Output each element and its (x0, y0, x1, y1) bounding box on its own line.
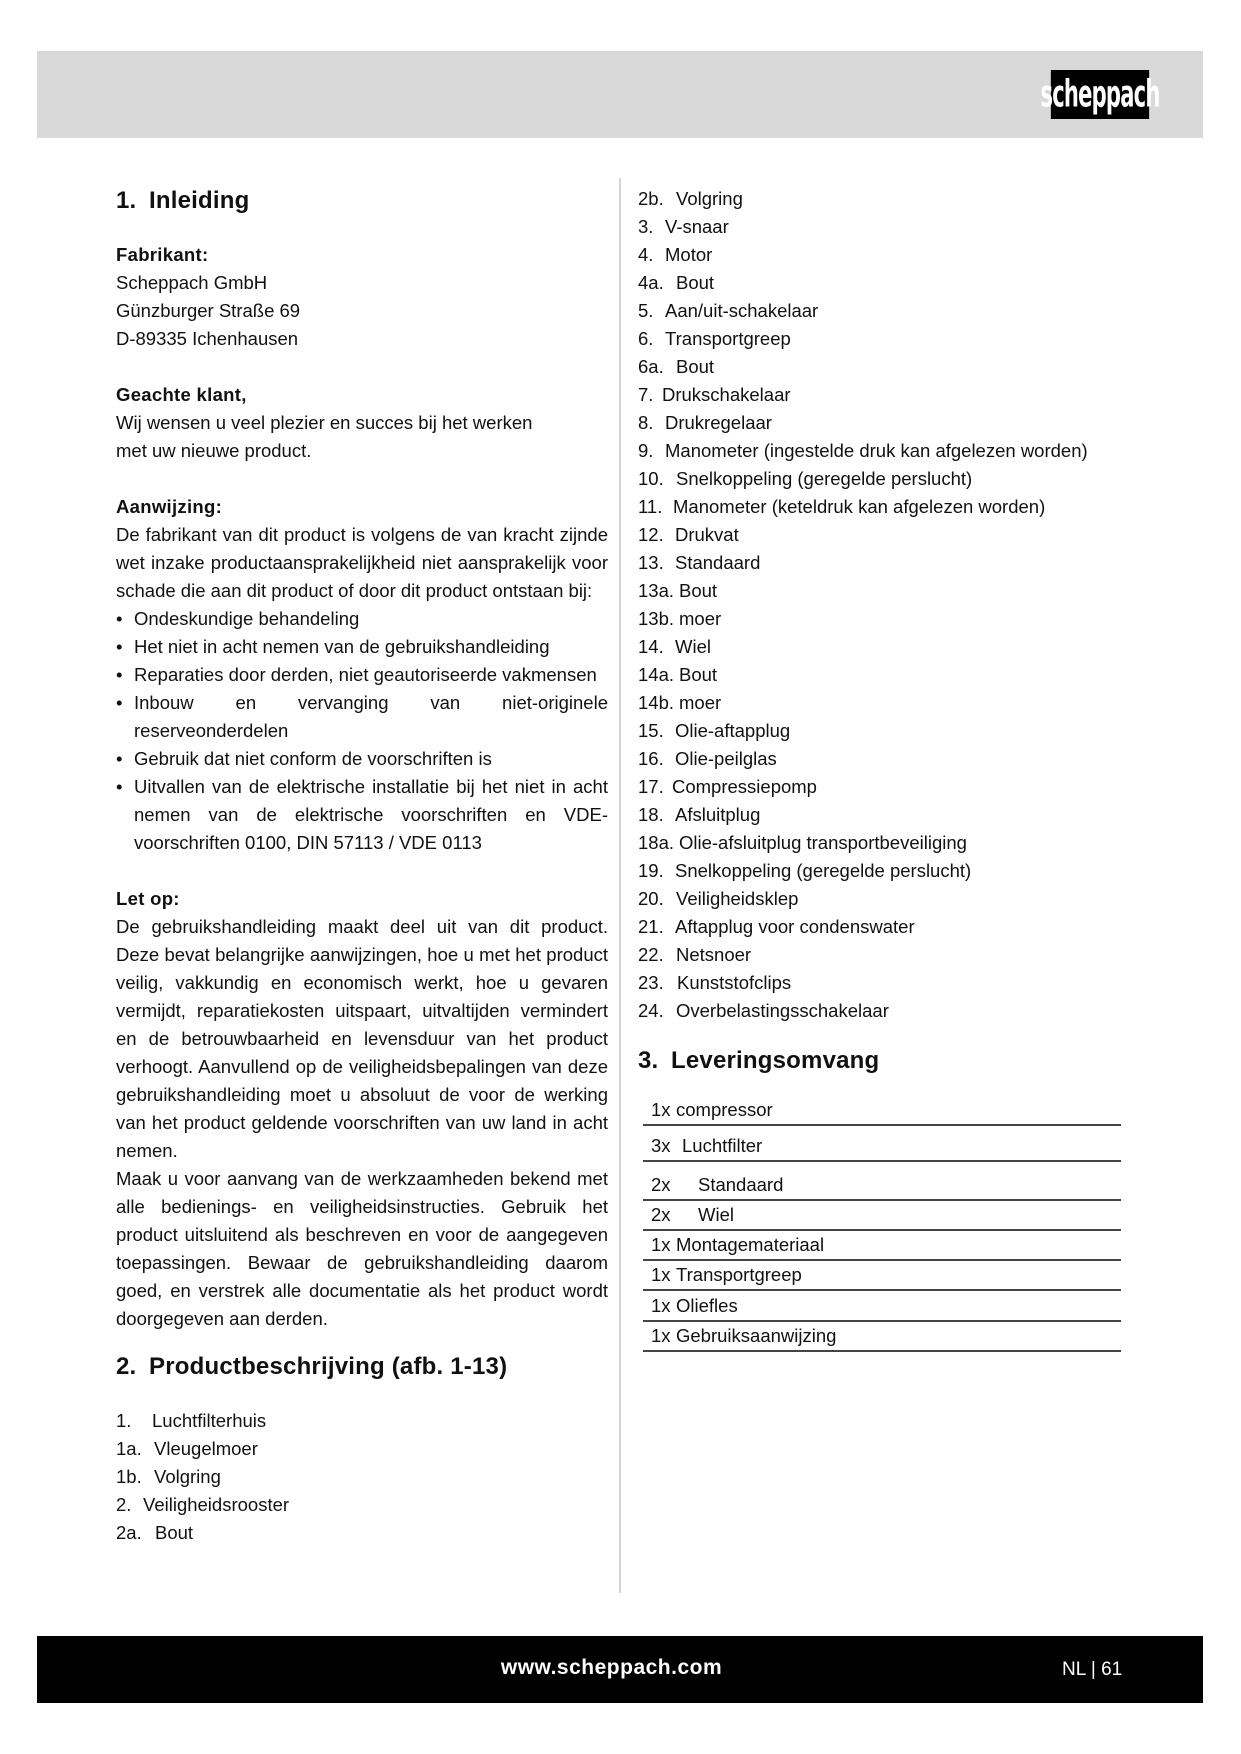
part-item: 6. Transportgreep (638, 328, 791, 349)
delivery-scope-table (643, 1087, 1121, 1352)
part-item: 18a. Olie-afsluitplug transportbeveiliging (638, 832, 967, 853)
part-item: 16. Olie-peilglas (638, 748, 777, 769)
part-item: 14. Wiel (638, 636, 711, 657)
note-label: Aanwijzing: (116, 496, 223, 517)
part-item: 2a. Bout (116, 1522, 194, 1543)
table-row: 1x Oliefles (643, 1290, 1121, 1321)
table-row: 1x compressor (643, 1087, 1121, 1125)
manufacturer-label: Fabrikant: (116, 244, 209, 265)
part-item: 4a. Bout (638, 272, 715, 293)
table-row: 2x Standaard (643, 1161, 1121, 1200)
attention-text-2: Maak u voor aanvang van de werkzaamheden bekend met alle bedienings- en veiligheidsinstructies. Gebruik het product uitsluitend als beschreven en voor de aangegeven toepassingen. Bewaar de gebruikshandleiding daarom goed, en verstrek alle documentatie als het product wordt doorgegeven aan derden. (116, 1168, 608, 1329)
page-number: 61 (1101, 1659, 1123, 1680)
part-item: 9. Manometer (ingestelde druk kan afgelezen worden) (638, 440, 1088, 461)
part-item: 14b. moer (638, 692, 722, 713)
part-item: 13a. Bout (638, 580, 718, 601)
page-indicator (1062, 1659, 1122, 1681)
liability-bullet-list (116, 605, 608, 857)
bullet-icon: • (116, 776, 123, 797)
part-item: 2b. Volgring (638, 188, 743, 209)
part-item: 18. Afsluitplug (638, 804, 761, 825)
part-item: 4. Motor (638, 244, 713, 265)
bullet-icon: • (116, 748, 123, 769)
part-item: 13. Standaard (638, 552, 761, 573)
greeting-text: Wij wensen u veel plezier en succes bij het werken met uw nieuwe product. (116, 412, 533, 461)
part-item: 20. Veiligheidsklep (638, 888, 799, 909)
bullet-item: • Uitvallen van de elektrische installatie bij het niet in acht nemen van de elektrische voorschriften en VDE-voorschriften 0100, DIN 57113 / VDE 0113 (116, 773, 608, 857)
bullet-icon: • (116, 608, 123, 629)
part-item: 22. Netsnoer (638, 944, 752, 965)
part-item: 11. Manometer (keteldruk kan afgelezen worden) (638, 496, 1046, 517)
attention-label: Let op: (116, 888, 180, 909)
section-heading-leveringsomvang: 3. Leveringsomvang (638, 1047, 880, 1074)
part-item: 1. Luchtfilterhuis (116, 1410, 267, 1431)
part-item: 7. Drukschakelaar (638, 384, 791, 405)
section-heading-productbeschrijving: 2. Productbeschrijving (afb. 1-13) (116, 1353, 508, 1380)
part-item: 23. Kunststofclips (638, 972, 792, 993)
header-band (37, 51, 1203, 138)
part-item: 8. Drukregelaar (638, 412, 772, 433)
column-divider (619, 178, 621, 1593)
page-separator: | (1090, 1659, 1096, 1680)
parts-list-left (116, 1407, 608, 1547)
part-item: 21. Aftapplug voor condenswater (638, 916, 915, 937)
bullet-icon: • (116, 664, 123, 685)
part-item: 10. Snelkoppeling (geregelde perslucht) (638, 468, 973, 489)
bullet-item: • Het niet in acht nemen van de gebruikshandleiding (116, 633, 608, 661)
part-item: 19. Snelkoppeling (geregelde perslucht) (638, 860, 972, 881)
bullet-icon: • (116, 636, 123, 657)
part-item: 3. V-snaar (638, 216, 729, 237)
bullet-item: • Ondeskundige behandeling (116, 605, 608, 633)
part-item: 17. Compressiepomp (638, 776, 817, 797)
part-item: 12. Drukvat (638, 524, 739, 545)
bullet-item: • Reparaties door derden, niet geautoriseerde vakmensen (116, 661, 608, 689)
manufacturer-city: D-89335 Ichenhausen (116, 328, 299, 349)
part-item: 15. Olie-aftapplug (638, 720, 791, 741)
part-item: 1b. Volgring (116, 1466, 221, 1487)
right-column (638, 185, 1128, 1352)
table-row: 2x Wiel (643, 1200, 1121, 1230)
part-item: 24. Overbelastingsschakelaar (638, 1000, 889, 1021)
language-code: NL (1062, 1659, 1086, 1680)
attention-text-1: De gebruikshandleiding maakt deel uit van dit product. Deze bevat belangrijke aanwijzingen, hoe u met het product veilig, vakkundig en economisch werkt, hoe u gevaren vermijdt, reparatiekosten uitspaart, uitvaltijden vermindert en de betrouwbaarheid en levensduur van het product verhoogt. Aanvullend op de veiligheidsbepalingen van deze gebruikshandleiding moet u absoluut de voor de werking van het product geldende voorschriften van uw land in acht nemen. (116, 916, 608, 1161)
note-text: De fabrikant van dit product is volgens de van kracht zijnde wet inzake productaansprakelijkheid niet aansprakelijk voor schade die aan dit product of door dit product ontstaan bij: (116, 524, 608, 601)
table-row: 1x Transportgreep (643, 1260, 1121, 1290)
part-item: 1a. Vleugelmoer (116, 1438, 258, 1459)
part-item: 14a. Bout (638, 664, 718, 685)
bullet-item: • Gebruik dat niet conform de voorschriften is (116, 745, 608, 773)
section-heading-inleiding: 1. Inleiding (116, 187, 250, 214)
manufacturer-street: Günzburger Straße 69 (116, 300, 301, 321)
part-item: 13b. moer (638, 608, 722, 629)
manufacturer-name: Scheppach GmbH (116, 272, 268, 293)
table-row: 3x Luchtfilter (643, 1125, 1121, 1161)
table-row: 1x Montagemateriaal (643, 1230, 1121, 1260)
bullet-item: • Inbouw en vervanging van niet-originele reserveonderdelen (116, 689, 608, 745)
bullet-icon: • (116, 692, 123, 713)
table-row: 1x Gebruiksaanwijzing (643, 1321, 1121, 1351)
part-item: 5. Aan/uit-schakelaar (638, 300, 819, 321)
parts-list-right (638, 185, 1128, 1025)
part-item: 6a. Bout (638, 356, 715, 377)
footer-website-link[interactable]: www.scheppach.com (500, 1656, 723, 1679)
left-column (116, 185, 608, 1547)
part-item: 2. Veiligheidsrooster (116, 1494, 290, 1515)
greeting-label: Geachte klant, (116, 384, 247, 405)
scheppach-logo: scheppach (1051, 70, 1149, 119)
